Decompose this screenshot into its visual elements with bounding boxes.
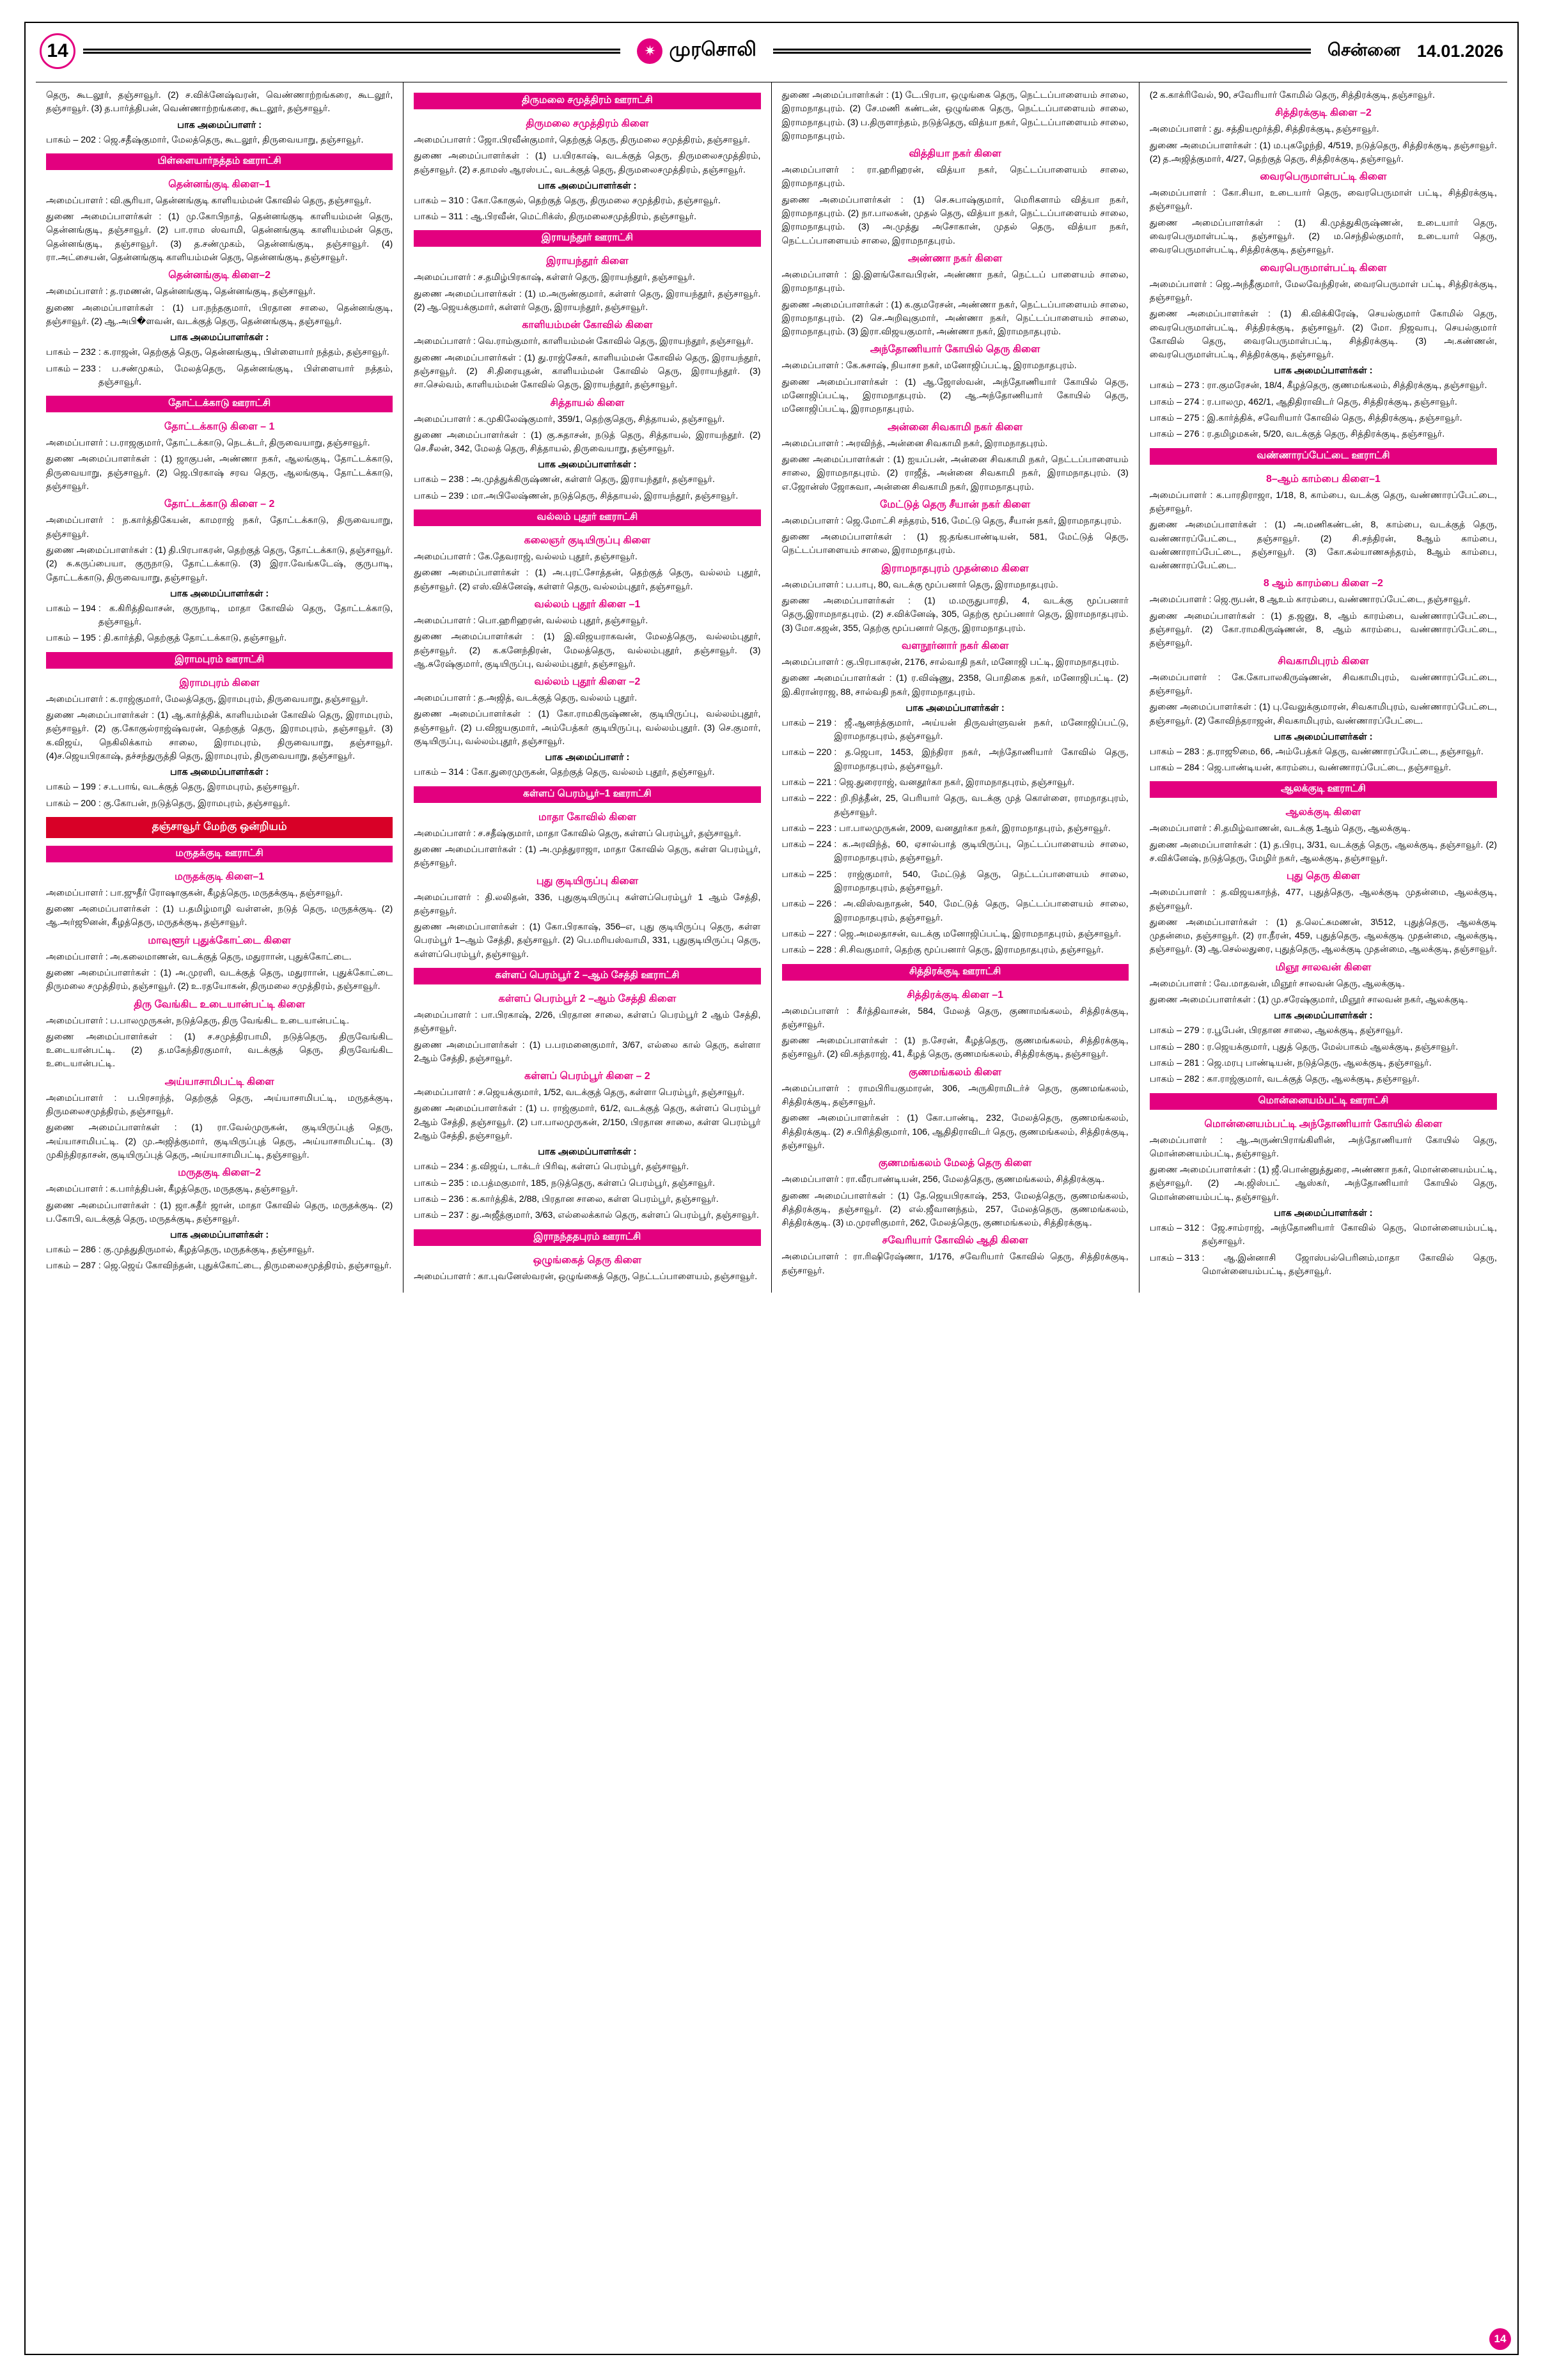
booth-organizer-text: : பா.பாலமுருகன், 2009, வனதூர்கா நகர், இராமநாதபுரம், தஞ்சாவூர்.	[834, 823, 1111, 834]
branch-heading: மொன்னையம்பட்டி அந்தோணியார் கோயில் கிளை	[1204, 1118, 1443, 1130]
booth-organizer-entry	[46, 362, 393, 390]
booth-organizer-entry	[414, 1160, 760, 1174]
panchayat-heading: பிள்ளையார்நத்தம் ஊராட்சி	[46, 153, 393, 170]
star-emblem-icon: ✷	[637, 38, 662, 64]
booth-organizer-text: : க.ராஜன், தெற்குத் தெரு, தென்னங்குடி, பிள்ளையார் நத்தம், தஞ்சாவூர்.	[98, 347, 389, 358]
booth-organizer-entry	[46, 632, 393, 645]
date-label: 14.01.2026	[1416, 41, 1503, 61]
booth-number-label: பாகம் – 274	[1149, 396, 1200, 407]
booth-organizer-entry	[46, 781, 393, 794]
paragraph: துணை அமைப்பாளர்கள் : (1) கி.முத்துகிருஷ்ணன், உடையார் தெரு, வைரபெருமாள்பட்டி, தஞ்சாவூர். (2) ம.செந்தில்குமார், உடையார் தெரு, வைரபெருமாள்பட்டி, சித்திரக்குடி, தஞ்சாவூர்.	[1149, 217, 1497, 256]
panchayat-heading: கள்ளப் பெரம்பூர்–1 ஊராட்சி	[414, 786, 760, 803]
booth-number-label: பாகம் – 287	[46, 1261, 96, 1272]
booth-number-label: பாகம் – 220	[781, 747, 832, 758]
branch-heading: மிஞூ சாலவன் கிளை	[1275, 961, 1372, 973]
footer-page-number: 14	[1489, 2328, 1511, 2350]
booth-organizer-text: : கு.முத்துதிருமால், கீழத்தெரு, மருதக்குடி, தஞ்சாவூர்.	[98, 1245, 315, 1256]
booth-organizer-text: : றி.நித்தீன், 25, பெரியார் தெரு, வடக்கு முத் கொள்ளை, ராமநாதபுரம், தஞ்சாவூர்.	[834, 793, 1129, 818]
paragraph: துணை அமைப்பாளர்கள் : (1) கோ.பாண்டி, 232, மேலத்தெரு, குணமங்கலம், சித்திரக்குடி. (2) ச.பிரித்திகுமார், 106, ஆதிதிராவிடர் தெரு, குணமங்கலம், சித்திரக்குடி, தஞ்சாவூர்.	[781, 1113, 1129, 1151]
booth-organizer-text: : ஜெ.மரபு பாண்டியன், நடுத்தெரு, ஆலக்குடி, தஞ்சாவூர்.	[1202, 1057, 1432, 1068]
paragraph: துணை அமைப்பாளர்கள் : (1) ஜ.தங்கபாண்டியன், 581, மேட்டுத் தெரு, நெட்டப்பாளையம் சாலை, இராமநாதபுரம்.	[781, 532, 1129, 556]
paragraph: அமைப்பாளர் : தி.லலிதன், 336, புதுகுடியிருப்பு கள்ளப்பெரம்பூர் 1 ஆம் சேத்தி, தஞ்சாவூர்.	[414, 892, 761, 916]
branch-heading: மாவுளூர் புதுக்கோட்டை கிளை	[148, 935, 291, 946]
booth-organizer-entry	[1150, 761, 1497, 775]
paragraph: அமைப்பாளர் : சி.தமிழ்வாணன், வடக்கு 1ஆம் தெரு, ஆலக்குடி.	[1149, 823, 1411, 834]
booth-number-label: பாகம் – 281	[1149, 1057, 1200, 1068]
branch-heading: அண்ணா நகர் கிளை	[907, 253, 1003, 264]
branch-heading: 8–ஆம் காம்பை கிளை–1	[1265, 473, 1381, 485]
paragraph: துணை அமைப்பாளர்கள் : (1) மு.கோபிநாத், தென்னங்குடி காளியம்மன் தெரு, தென்னங்குடி, தஞ்சாவூர். (2) பா.ராம ஸ்வாமி, தென்னங்குடி காளியம்மன் தெரு, தென்னங்குடி, தஞ்சாவூர். (3) த.சண்முகம், தென்னங்குடி, தஞ்சாவூர். (4) ரா.அட்சையன், தென்னங்குடி காளியம்மன் தெரு, தென்னங்குடி, தஞ்சாவூர்.	[46, 212, 393, 263]
booth-organizer-entry	[782, 822, 1129, 836]
booth-number-label: பாகம் – 312	[1149, 1223, 1200, 1234]
booth-organizer-entry	[414, 210, 760, 224]
booth-organizers-heading: பாக அமைப்பாளர்கள் :	[170, 588, 269, 599]
booth-organizers-heading: பாக அமைப்பாளர்கள் :	[1274, 1208, 1373, 1219]
masthead-edition-date	[1319, 40, 1503, 63]
paragraph: அமைப்பாளர் : வெ.ராம்குமார், காளியம்மன் கோவில் தெரு, இராயந்தூர், தஞ்சாவூர்.	[414, 336, 754, 347]
paragraph: துணை அமைப்பாளர்கள் : (1) தி.பிரபாகரன், தெற்குத் தெரு, தோட்டக்காடு, தஞ்சாவூர். (2) சு.கருப்பையா, குருநாடு, தோட்டக்காடு. (3) இரா.வேங்கடேஷ், குருபாடி, தோட்டக்காடு, திருவையாறு, தஞ்சாவூர்.	[46, 545, 393, 583]
booth-organizer-entry	[1150, 1041, 1497, 1054]
booth-organizer-entry	[414, 473, 760, 486]
booth-organizer-entry	[1150, 1024, 1497, 1038]
booth-organizer-entry	[782, 717, 1129, 744]
article-columns	[36, 82, 1507, 1293]
branch-heading: குணமங்கலம் கிளை	[909, 1066, 1002, 1078]
branch-heading: வல்லம் புதூர் கிளை –1	[534, 598, 641, 610]
branch-heading: தென்னங்குடி கிளை–1	[168, 178, 270, 190]
booth-organizer-entry	[1150, 1057, 1497, 1070]
booth-number-label: பாகம் – 225	[781, 869, 832, 880]
booth-organizer-text: : த.விஜய், டாக்டர் பிரிவு, கள்ளப் பெரம்பூர், தஞ்சாவூர்.	[466, 1162, 689, 1172]
paragraph: அமைப்பாளர் : ப.பாபு, 80, வடக்கு மூப்பனார் தெரு, இராமநாதபுரம்.	[781, 579, 1058, 590]
panchayat-heading: வண்ணாரப்பேட்டை ஊராட்சி	[1150, 448, 1497, 465]
branch-heading: அன்னை சிவகாமி நகர் கிளை	[888, 421, 1023, 433]
booth-number-label: பாகம் – 234	[414, 1162, 464, 1172]
booth-organizer-text: : க.கிரித்திவாசன், குருநாடி, மாதா கோவில் தெரு, தோட்டக்காடு, தஞ்சாவூர்.	[98, 603, 393, 628]
panchayat-heading: இராமபுரம் ஊராட்சி	[46, 652, 393, 669]
paragraph: துணை அமைப்பாளர்கள் : (1) ர.விஷ்ணு, 2358, பொதிகை நகர், மனோஜிபட்டி. (2) இ.கிரான்ராஜ, 88, சால்வதி நகர், இராமநாதபுரம்.	[781, 673, 1129, 697]
booth-organizers-heading: பாக அமைப்பாளர்கள் :	[1274, 366, 1373, 377]
booth-organizer-text: : ஜெ.அமலதாசன், வடக்கு மனோஜிப்பட்டி, இராமநாதபுரம், தஞ்சாவூர்.	[834, 928, 1122, 939]
paragraph: துணை அமைப்பாளர்கள் : (1) ப.யிரகாஷ், வடக்குத் தெரு, திருமலைசமுத்திரம், தஞ்சாவூர். (2) ச.தாமஸ் ஆரஸ்பட், வடக்குத் தெரு, திருமலைசமுத்திரம், தஞ்சாவூர்.	[414, 151, 761, 175]
booth-organizer-entry	[782, 868, 1129, 896]
paragraph: அமைப்பாளர் : அரவிந்த், அன்னை சிவகாமி நகர், இராமநாதபுரம்.	[781, 438, 1048, 449]
panchayat-heading: கள்ளப் பெரம்பூர் 2 –ஆம் சேத்தி ஊராட்சி	[414, 968, 760, 984]
paragraph: அமைப்பாளர் : ச.தமிழ்பிரகாஷ், கள்ளர் தெரு, இராயந்தூர், தஞ்சாவூர்.	[414, 272, 695, 283]
booth-organizer-text: : ப.சண்முகம், மேலத்தெரு, தென்னங்குடி, பிள்ளையார் நத்தம், தஞ்சாவூர்.	[98, 363, 393, 387]
booth-number-label: பாகம் – 224	[781, 839, 832, 850]
branch-heading: மருதகுடி கிளை–2	[178, 1167, 262, 1179]
booth-organizers-heading: பாக அமைப்பாளர்கள் :	[1274, 1011, 1373, 1022]
page-frame	[24, 22, 1519, 2355]
masthead-title	[628, 38, 765, 64]
paragraph: அமைப்பாளர் : அ.கலைமாணன், வடக்குத் தெரு, மதுராான், புதுக்கோட்டை.	[46, 951, 352, 962]
branch-heading: வைரபெருமாள்பட்டி கிளை	[1260, 262, 1387, 274]
paragraph: துணை அமைப்பாளர்கள் : (1) ச.சமுத்திரபாமி, நடுத்தெரு, திருவேங்கிட உடையான்பட்டி. (2) த.மகேந்திரகுமார், வடக்குத் தெரு, திருவேங்கிட உடையான்பட்டி.	[46, 1031, 393, 1069]
booth-organizers-heading: பாக அமைப்பாளர்கள் :	[1274, 731, 1373, 742]
paragraph: துணை அமைப்பாளர்கள் : (1) த.பிரபு, 3/31, வடக்குத் தெரு, ஆலக்குடி, தஞ்சாவூர். (2) ச.விக்னேஷ், நடுத்தெரு, மேழிர் நகர், ஆலக்குடி, தஞ்சாவூர்.	[1149, 839, 1497, 864]
booth-organizer-entry	[414, 1193, 760, 1206]
paragraph: தெரு, கூடலூர், தஞ்சாவூர். (2) ச.விக்னேஷ்வரன், வெண்ணாற்றங்கரை, கூடலூர், தஞ்சாவூர். (3) த.பார்த்திபன், வெண்ணாற்றங்கரை, கூடலூர், தஞ்சாவூர்.	[46, 90, 393, 114]
paragraph: அமைப்பாளர் : து. சத்தியமூர்த்தி, சித்திரக்குடி, தஞ்சாவூர்.	[1149, 124, 1379, 135]
branch-heading: குணமங்கலம் மேலத் தெரு கிளை	[878, 1158, 1032, 1169]
booth-number-label: பாகம் – 199	[46, 782, 96, 793]
booth-organizer-entry	[1150, 379, 1497, 393]
booth-organizers-heading: பாக அமைப்பாளர்கள் :	[538, 1147, 637, 1158]
panchayat-heading: இராயந்தூர் ஊராட்சி	[414, 230, 760, 247]
booth-number-label: பாகம் – 280	[1149, 1041, 1200, 1052]
branch-heading: கலைஞர் குடியிருப்பு கிளை	[524, 535, 651, 547]
booth-organizer-text: : அ.முத்துக்கிருஷ்ணன், கள்ளர் தெரு, இராயந்தூர், தஞ்சாவூர்.	[466, 474, 715, 485]
branch-heading: இராமநாதபுரம் முதன்மை கிளை	[881, 563, 1029, 574]
paragraph: துணை அமைப்பாளர்கள் : (1) பு.வேலுக்குமாரன், சிவகாமிபுரம், வண்ணாரப்பேட்டை, தஞ்சாவூர். (2) கோவிந்தராஜன், சிவகாமிபுரம், வண்ணாரப்பேட்டை.	[1149, 702, 1497, 726]
booth-organizer-entry	[1150, 1222, 1497, 1249]
booth-number-label: பாகம் – 238	[414, 474, 464, 485]
paragraph: அமைப்பாளர் : வி.சூரியா, தென்னங்குடி காளியம்மன் கோவில் தெரு, தஞ்சாவூர்.	[46, 195, 372, 206]
branch-heading: சிவகாமிபுரம் கிளை	[1278, 655, 1369, 667]
paragraph: அமைப்பாளர் : கே.கோபாலகிருஷ்ணன், சிவகாமிபுரம், வண்ணாரப்பேட்டை, தஞ்சாவூர்.	[1149, 672, 1497, 696]
booth-organizers-heading: பாக அமைப்பாளர் :	[545, 752, 630, 763]
paragraph: அமைப்பாளர் : பா.ஜுதீர் ரோஷாகுகன், கீழத்தெரு, மருதக்குடி, தஞ்சாவூர்.	[46, 887, 343, 898]
branch-heading: சவேரியார் கோவில் ஆதி கிளை	[882, 1235, 1028, 1247]
paragraph: அமைப்பாளர் : க.பாரதிராஜா, 1/18, 8, காம்பை, வடக்கு தெரு, வண்ணாரப்பேட்டை, தஞ்சாவூர்.	[1149, 490, 1497, 514]
paragraph: அமைப்பாளர் : கா.புவனேஸ்வரன், ஒழுங்கைத் தெரு, நெட்டப்பாளையம், தஞ்சாவூர்.	[414, 1271, 758, 1282]
paragraph: துணை அமைப்பாளர்கள் : (1) அ.புரட்சோத்தன், தெற்குத் தெரு, வல்லம் புதூர், தஞ்சாவூர். (2) எஸ்.விக்னேஷ், கள்ளர் தெரு, வல்லம்புதூர், தஞ்சாவூர்.	[414, 568, 761, 592]
booth-organizer-entry	[782, 944, 1129, 957]
booth-organizer-text: : ரா.குமரேசன், 18/4, கீழத்தெரு, குணமங்கலம், சித்திரக்குடி, தஞ்சாவூர்.	[1202, 380, 1487, 391]
booth-organizer-entry	[782, 776, 1129, 789]
paragraph: துணை அமைப்பாளர்கள் : (1) ம.புகழேந்தி, 4/519, நடுத்தெரு, சித்திரக்குடி, தஞ்சாவூர். (2) த.அஜித்குமார், 4/27, தெற்குத் தெரு, சித்திரக்குடி, தஞ்சாவூர்.	[1149, 140, 1497, 164]
branch-heading: கள்ளப் பெரம்பூர் 2 –ஆம் சேத்தி கிளை	[498, 993, 677, 1004]
branch-heading: தோட்டக்காடு கிளை – 2	[164, 499, 275, 510]
booth-organizer-entry	[414, 194, 760, 208]
booth-organizer-entry	[414, 1177, 760, 1190]
paragraph: அமைப்பாளர் : ப.பிரசாந்த், தெற்குத் தெரு, அய்யாசாமிபட்டி, மருதக்குடி, திருமலைசமுத்திரம், தஞ்சாவூர்.	[46, 1093, 393, 1117]
branch-heading: அய்யாசாமிபட்டி கிளை	[164, 1076, 274, 1087]
booth-number-label: பாகம் – 282	[1149, 1074, 1200, 1085]
booth-organizer-text: : ஆ.பிரவீன், மெட்ரிக்ஸ், திருமலைசமுத்திரம், தஞ்சாவூர்.	[466, 212, 697, 222]
booth-organizer-entry	[1150, 1252, 1497, 1279]
paragraph: துணை அமைப்பாளர்கள் : (1) மு.சரேஷ்குமார், மிஞூர் சாலவன் நகர், ஆலக்குடி.	[1149, 995, 1468, 1006]
booth-number-label: பாகம் – 283	[1149, 746, 1200, 757]
booth-number-label: பாகம் – 273	[1149, 380, 1200, 391]
paragraph: அமைப்பாளர் : த.ரமணன், தென்னங்குடி, தென்னங்குடி, தஞ்சாவூர்.	[46, 286, 316, 297]
booth-number-label: பாகம் – 237	[414, 1210, 464, 1221]
paragraph: துணை அமைப்பாளர்கள் : (1) கோ.ராமகிருஷ்ணன், குடியிருப்பு, வல்லம்புதூர், தஞ்சாவூர். (2) ப.விஜயகுமார், அம்பேத்கர் குடியிருப்பு, வல்லம்புதூர். (3) செ.குமார், குடியிருப்பு, வல்லம்புதூர், தஞ்சாவூர்.	[414, 709, 761, 747]
paragraph: அமைப்பாளர் : கே.சுசாஷ், நியாசா நகர், மனோஜிப்பட்டி, இராமநாதபுரம்.	[781, 361, 1077, 371]
booth-number-label: பாகம் – 200	[46, 798, 96, 809]
booth-organizers-heading: பாக அமைப்பாளர்கள் :	[170, 767, 269, 778]
booth-organizer-text: : ஜே.சாம்ராஜ், அந்தோணியார் கோவில் தெரு, மொன்னையம்பட்டி, தஞ்சாவூர்.	[1202, 1223, 1497, 1247]
paragraph: துணை அமைப்பாளர்கள் : (1) ஜாகுபன், அண்ணா நகர், ஆலங்குடி, தோட்டக்காடு, திருவையாறு, தஞ்சாவூர். (2) ஜெ.பிரகாஷ் சரவ தெரு, ஆலங்குடி, தோட்டக்காடு, தஞ்சாவூர்.	[46, 454, 393, 492]
paragraph: துணை அமைப்பாளர்கள் : (1) கோ.பிரகாஷ், 356–எ, புது குடியிருப்பு தெரு, கள்ள பெரம்பூர் 1–ஆம் சேத்தி, தஞ்சாவூர். (2) பெ.மரியஸ்வாமி, 331, புதுகுடியிருப்பு தெரு, கள்ளப்பெரம்பூர், தஞ்சாவூர்.	[414, 922, 761, 960]
booth-organizer-text: : ஜெ.பாண்டியன், காரம்பை, வண்ணாரப்பேட்டை, தஞ்சாவூர்.	[1202, 763, 1452, 774]
branch-heading: மாதா கோவில் கிளை	[538, 811, 636, 823]
paragraph: துணை அமைப்பாளர்கள் : (1) ம.அருண்குமார், கள்ளர் தெரு, இராயந்தூர், தஞ்சாவூர். (2) ஆ.ஜெயக்குமார், கள்ளர் தெரு, இராயந்தூர், தஞ்சாவூர்.	[414, 288, 761, 313]
booth-organizers-heading: பாக அமைப்பாளர்கள் :	[538, 180, 637, 191]
booth-organizer-entry	[414, 1209, 760, 1222]
branch-heading: மேட்டுத் தெரு சீயான் நகர் கிளை	[880, 499, 1031, 510]
branch-heading: திரு வேங்கிட உடையான்பட்டி கிளை	[134, 999, 306, 1010]
booth-number-label: பாகம் – 219	[781, 717, 832, 728]
branch-heading: இராயந்தூர் கிளை	[546, 256, 629, 267]
text-column	[403, 82, 771, 1293]
panchayat-heading: வல்லம் புதூர் ஊராட்சி	[414, 509, 760, 526]
booth-organizers-heading: பாக அமைப்பாளர்கள் :	[538, 460, 637, 471]
branch-heading: சித்தாயல் கிளை	[550, 397, 625, 408]
booth-organizer-text: : இ.கார்த்திக், சவேரியார் கோவில் தெரு, சித்திரக்குடி, தஞ்சாவூர்.	[1202, 413, 1462, 424]
paragraph: அமைப்பாளர் : க.ராஜ்குமார், மேலத்தெரு, இராமபுரம், திருவையாறு, தஞ்சாவூர்.	[46, 694, 368, 704]
paragraph: அமைப்பாளர் : ச.ஜெயக்குமார், 1/52, வடக்குத் தெரு, கள்ளா பெரம்பூர், தஞ்சாவூர்.	[414, 1087, 745, 1098]
branch-heading: வைரபெருமாள்பட்டி கிளை	[1260, 171, 1387, 183]
paragraph: அமைப்பாளர் : ரா.ரிஷிரேஷ்ணா, 1/176, சவேரியார் கோவில் தெரு, சித்திரக்குடி, தஞ்சாவூர்.	[781, 1252, 1129, 1276]
paragraph: அமைப்பாளர் : ஜெ.ரூபன், 8 ஆஉம் காரம்பை, வண்ணாரப்பேட்டை, தஞ்சாவூர்.	[1149, 595, 1471, 605]
booth-organizer-entry	[46, 1259, 393, 1273]
booth-organizer-entry	[46, 346, 393, 359]
paragraph: துணை அமைப்பாளர்கள் : (1) ஜீ.பொன்னுத்துரை, அண்ணா நகர், மொன்னையம்பட்டி, தஞ்சாவூர். (2) அ.ஜிஸ்பட் ஆஸ்கர், அந்தோணியார் கோயில் தெரு, மொன்னையம்பட்டி, தஞ்சாவூர்.	[1149, 1165, 1497, 1202]
branch-heading: 8 ஆம் காரம்பை கிளை –2	[1263, 578, 1383, 589]
paragraph: துணை அமைப்பாளர்கள் : (1) த.லெட்சுமணன், 3\512, புதுத்தெரு, ஆலக்குடி முதன்மை, தஞ்சாவூர். (2) ரா.நீரன், 459, புதுத்தெரு, ஆலக்குடி முதன்மை, ஆலக்குடி, தஞ்சாவூர். (3) ஆ.செல்லதுரை, புதுத்தெரு, ஆலக்குடி முதன்மை, ஆலக்குடி, தஞ்சாவூர்.	[1149, 917, 1497, 955]
masthead-rule-right	[773, 49, 1310, 54]
booth-organizer-entry	[1150, 428, 1497, 441]
panchayat-heading: மருதக்குடி ஊராட்சி	[46, 846, 393, 862]
paragraph: துணை அமைப்பாளர்கள் : (1) இ.விஜயராகவன், மேலத்தெரு, வல்லம்புதூர், தஞ்சாவூர். (2) க.கனேந்திரன், மேலத்தெரு, வல்லம்புதூர், தஞ்சாவூர். (3) ஆ.சுரேஷ்குமார், குடியிருப்பு, வல்லம்புதூர், தஞ்சாவூர்.	[414, 632, 761, 669]
booth-number-label: பாகம் – 221	[781, 777, 832, 788]
booth-organizer-text: : மா.அபிலேஷ்ணன், நடுத்தெரு, சித்தாயல், இராயந்தூர், தஞ்சாவூர்.	[466, 490, 739, 501]
paragraph: அமைப்பாளர் : ஜோ.பிரவீன்குமார், தெற்குத் தெரு, திருமலை சமுத்திரம், தஞ்சாவூர்.	[414, 135, 750, 145]
booth-organizer-text: : ச.டபாங், வடக்குத் தெரு, இராமபுரம், தஞ்சாவூர்.	[98, 782, 300, 793]
booth-organizer-text: : ஜெ.சதீஷ்குமார், மேலத்தெரு, கூடலூர், திருவையாறு, தஞ்சாவூர்.	[98, 134, 364, 145]
booth-organizers-heading: பாக அமைப்பாளர்கள் :	[170, 1230, 269, 1241]
booth-organizers-heading: பாக அமைப்பாளர் :	[177, 120, 262, 130]
booth-organizer-text: : கோ.துரைமுருகன், தெற்குத் தெரு, வல்லம் புதூர், தஞ்சாவூர்.	[466, 767, 715, 778]
paragraph: துணை அமைப்பாளர்கள் : (1) டே.பிரபா, ஒழுங்கை தெரு, நெட்டப்பாளையம் சாலை, இராமநாதபுரம். (2) சே.மணி கண்டன், ஒழுங்கை தெரு, நெட்டப்பாளையம் சாலை, இராமநாதபுரம். (3) ப.திருளாந்தம், நடுத்தெரு, வித்யா நகர், நெட்டப்பாளையம் சாலை, இராமநாதபுரம்.	[781, 90, 1129, 141]
page-number-badge: 14	[40, 33, 75, 69]
panchayat-heading: ஆலக்குடி ஊராட்சி	[1150, 781, 1497, 798]
paragraph: அமைப்பாளர் : ந.கார்த்திகேயன், காமராஜ் நகர், தோட்டக்காடு, திருவையாறு, தஞ்சாவூர்.	[46, 515, 393, 540]
booth-organizer-entry	[46, 1243, 393, 1257]
paragraph: அமைப்பாளர் : ஜெ.மோட்சி சந்தரம், 516, மேட்டு தெரு, சீயான் நகர், இராமநாதபுரம்.	[781, 515, 1122, 526]
text-column	[36, 82, 403, 1293]
paragraph: துணை அமைப்பாளர்கள் : (1) செ.சுபாஷ்குமார், மெரிகளாம் வித்யா நகர், இராமநாதபுரம். (2) நா.பாலகன், முதல் தெரு, வித்யா நகர், நெட்டப்பாளையம் சாலை, இராமநாதபுரம். (3) அ.முத்து அசோகான், முதல் தெரு, வித்யா நகர், நெட்டப்பாளையம் சாலை, இராமநாதபுரம்.	[781, 194, 1129, 246]
booth-organizer-text: : ர.பாலமு, 462/1, ஆதிதிராவிடர் தெரு, சித்திரக்குடி, தஞ்சாவூர்.	[1202, 396, 1457, 407]
booth-organizers-heading: பாக அமைப்பாளர்கள் :	[170, 332, 269, 343]
paragraph: துணை அமைப்பாளர்கள் : (1) அ.மணிகண்டன், 8, காம்பை, வடக்குத் தெரு, வண்ணாரப்பேட்டை, தஞ்சாவூர். (2) சி.சந்திரன், 8ஆம் காம்பை, வண்ணாராப்பேட்டை, தஞ்சாவூர். (3) கோ.கல்யாணசுந்தரம், 8ஆம் காம்பை, வண்ணாரப்பேட்டை.	[1149, 520, 1497, 572]
branch-heading: சித்திரக்குடி கிளை –1	[907, 989, 1004, 1000]
paragraph: துணை அமைப்பாளர்கள் : (1) ம.மருதுபாரதி, 4, வடக்கு மூப்பனார் தெரு,இராமநாதபுரம். (2) ச.விக்னேஷ், 305, தெற்கு மூப்பனார் தெரு, இராமநாதபுரம். (3) மோ.கஜன், 355, தெற்கு மூப்பனார் தெரு, இராமநாதபுரம்.	[781, 596, 1129, 634]
branch-heading: ஒழுங்கைத் தெரு கிளை	[533, 1254, 642, 1266]
branch-heading: அந்தோணியார் கோயில் தெரு கிளை	[870, 344, 1040, 355]
booth-organizer-text: : கு.கோபன், நடுத்தெரு, இராமபுரம், தஞ்சாவூர்.	[98, 798, 290, 809]
panchayat-heading: தோட்டக்காடு ஊராட்சி	[46, 396, 393, 412]
text-column	[772, 82, 1140, 1293]
paragraph: அமைப்பாளர் : க.முகிலேஷ்குமார், 359/1, தெற்குதெரு, சித்தாயல், தஞ்சாவூர்.	[414, 414, 725, 424]
booth-number-label: பாகம் – 275	[1149, 413, 1200, 424]
paragraph: துணை அமைப்பாளர்கள் : (1) பா.நந்தகுமார், பிரதான சாலை, தென்னங்குடி, தஞ்சாவூர். (2) ஆ.அபி�ளவன், வடக்குத் தெரு, தென்னங்குடி, தஞ்சாவூர்.	[46, 302, 393, 327]
booth-number-label: பாகம் – 195	[46, 633, 96, 644]
union-heading: தஞ்சாவூர் மேற்கு ஒன்றியம்	[46, 817, 393, 838]
paragraph: துணை அமைப்பாளர்கள் : (1) ஜா.சுதீர் ஜான், மாதா கோவில் தெரு, மருதக்குடி. (2) ப.கோபி, வடக்குத் தெரு, மருதக்குடி, தஞ்சாவூர்.	[46, 1200, 393, 1224]
booth-organizer-text: : த.ராஜூமை, 66, அம்பேத்கர் தெரு, வண்ணாரப்பேட்டை, தஞ்சாவூர்.	[1202, 746, 1484, 757]
paragraph: அமைப்பாளர் : கீர்த்திவாசன், 584, மேலத் தெரு, குணாமங்கலம், சித்திரக்குடி, தஞ்சாவூர்.	[781, 1006, 1129, 1030]
branch-heading: கள்ளப் பெரம்பூர் கிளை – 2	[524, 1071, 650, 1082]
branch-heading: காளியம்மன் கோவில் கிளை	[522, 320, 653, 331]
booth-organizer-text: : த.ஜெபா, 1453, இந்திரா நகர், அந்தோணியார் கோவில் தெரு, இராமநாதபுரம், தஞ்சாவூர்.	[834, 747, 1129, 772]
paragraph: துணை அமைப்பாளர்கள் : (1) தே.ஜெயபிரகாஷ், 253, மேலத்தெரு, குணமங்கலம், சித்திரக்குடி, தஞ்சாவூர். (2) எல்.ஜீவானந்தம், 257, மேலத்தெரு, குணமங்கலம், சித்திரக்குடி. (3) ம.முரளிகுமார், 262, மேலத்தெரு, குணமங்கலம், சித்திரக்குடி.	[781, 1190, 1129, 1229]
booth-organizer-entry	[1150, 412, 1497, 425]
branch-heading: ஆலக்குடி கிளை	[1285, 807, 1361, 818]
booth-organizer-text: : ஜெ.துரைராஜ், வனதூர்கா நகர், இராமநாதபுரம், தஞ்சாவூர்.	[834, 777, 1075, 788]
paragraph: அமைப்பாளர் : ப.ராஜகுமார், தோட்டக்காடு, நெடக்டர், திருவையாறு, தஞ்சாவூர்.	[46, 438, 370, 449]
paragraph: துணை அமைப்பாளர்கள் : (1) அ.முத்துராஜா, மாதா கோவில் தெரு, கள்ள பெரம்பூர், தஞ்சாவூர்.	[414, 844, 761, 869]
branch-heading: சித்திரக்குடி கிளை –2	[1274, 107, 1372, 119]
booth-organizer-text: : சி.சிவகுமார், தெற்கு மூப்பனார் தெரு, இராமநாதபுரம், தஞ்சாவூர்.	[834, 945, 1104, 956]
booth-number-label: பாகம் – 311	[414, 212, 464, 222]
booth-organizers-heading: பாக அமைப்பாளர்கள் :	[905, 703, 1005, 713]
booth-organizer-text: : ம.பத்மகுமார், 185, நடுத்தெரு, கள்ளப் பெரம்பூர், தஞ்சாவூர்.	[466, 1178, 716, 1188]
masthead-rule-left	[83, 49, 620, 54]
paragraph: துணை அமைப்பாளர்கள் : (1) த.ஜனு, 8, ஆம் காரம்பை, வண்ணாரப்பேட்டை, தஞ்சாவூர். (2) கோ.ராமகிருஷ்ணன், 8, ஆம் காரம்பை, வண்ணாரப்பேட்டை, தஞ்சாவூர்.	[1149, 611, 1497, 649]
booth-number-label: பாகம் – 202	[46, 134, 96, 145]
booth-organizer-entry	[782, 838, 1129, 866]
paragraph: அமைப்பாளர் : பா.பிரகாஷ், 2/26, பிரதான சாலை, கள்ளப் பெரம்பூர் 2 ஆம் சேத்தி, தஞ்சாவூர்.	[414, 1009, 761, 1034]
paragraph: அமைப்பாளர் : ரா.ஹரிஹரன், வித்யா நகர், நெட்டப்பாளையம் சாலை, இராமநாதபுரம்.	[781, 165, 1129, 189]
booth-organizer-entry	[46, 602, 393, 630]
paragraph: துணை அமைப்பாளர்கள் : (1) க.குமரேசன், அண்ணா நகர், நெட்டப்பாளையம் சாலை, இராமநாதபுரம். (2) செ.அறிவுகுமார், அண்ணா நகர், நெட்டப்பாளையம் சாலை, இராமநாதபுரம். (3) இரா.விஜயகுமார், அண்ணா நகர், இராமநாதபுரம்.	[781, 299, 1129, 338]
booth-number-label: பாகம் – 194	[46, 603, 96, 614]
paper-name: முரசொலி	[669, 39, 757, 60]
booth-organizer-text: : ஆ.இன்னாசி ஜோஸ்பல்பெரினம்,மாதா கோவில் தெரு, மொன்னையம்பட்டி, தஞ்சாவூர்.	[1202, 1252, 1497, 1277]
booth-number-label: பாகம் – 276	[1149, 429, 1200, 440]
branch-heading: புது குடியிருப்பு கிளை	[536, 875, 639, 887]
booth-number-label: பாகம் – 314	[414, 767, 464, 778]
booth-organizer-entry	[414, 490, 760, 503]
paragraph: துணை அமைப்பாளர்கள் : (1) ந.சேரன், கீழத்தெரு, குணமங்கலம், சித்திரக்குடி, தஞ்சாவூர். (2) வி.கந்தராஜ், 41, கீழத் தெரு, குணமங்கலம், சித்திரக்குடி, தஞ்சாவூர்.	[781, 1036, 1129, 1060]
paragraph: அமைப்பாளர் : ஜெ.அந்தீகுமார், மேலவேந்திரன், வைரபெருமாள் பட்டி, சித்திரக்குடி, தஞ்சாவூர்.	[1149, 279, 1497, 303]
paragraph: துணை அமைப்பாளர்கள் : (1) கி.விக்கிரேஷ், செயல்குமார் கோமில் தெரு, வைரபெருமாள்பட்டி, சித்திரக்குடி, தஞ்சாவூர். (2) மோ. நிஜவாபு, செயல்குமார் கோவில் தெரு, வைரபெருமாள்பட்டி, சித்திரக்குடி. (3) அ.கண்ணன், வைரபெருமாள்பட்டி, சித்திரக்குடி, தஞ்சாவூர்.	[1149, 309, 1497, 361]
paragraph: அமைப்பாளர் : கு.பிரபாகரன், 2176, சால்வாதி நகர், மனோஜி பட்டி, இராமநாதபுரம்.	[781, 657, 1119, 667]
booth-organizer-entry	[782, 928, 1129, 941]
paragraph: துணை அமைப்பாளர்கள் : (1) ப.பரமனைகுமார், 3/67, எல்லை கால் தெரு, கள்ளா 2ஆம் சேத்தி, தஞ்சாவூர்.	[414, 1039, 761, 1064]
booth-organizer-entry	[782, 792, 1129, 820]
booth-number-label: பாகம் – 284	[1149, 763, 1200, 774]
booth-organizer-text: : ஜீ.ஆனந்த்குமார், அய்யன் திருவள்ளுவன் நகர், மனோஜிப்பட்டு, இராமநாதபுரம், தஞ்சாவூர்.	[834, 717, 1129, 742]
paragraph: (2 க.காக்ரிவேல், 90, சவேரியார் கோமில் தெரு, சித்திரக்குடி, தஞ்சாவூர்.	[1149, 90, 1435, 100]
paragraph: துணை அமைப்பாளர்கள் : (1) ஆ.கார்த்திக், காளியம்மன் கோவில் தெரு, இராமபுரம், தஞ்சாவூர். (2) கு.கோகுல்ராஜ்ஷ்வரன், தெற்குத் தெரு, இராமபுரம், தஞ்சாவூர். (3) க.விஜய், நெகிலிக்காம் சாலை, இராமபுரம், திருவையாறு, தஞ்சாவூர். (4)ச.ஜெயபிரகாஷ், தச்சந்துருத்தி தெரு, இராமபுரம், திருவையாறு, தஞ்சாவூர்.	[46, 710, 393, 761]
booth-number-label: பாகம் – 227	[781, 928, 832, 939]
booth-number-label: பாகம் – 228	[781, 945, 832, 956]
paragraph: அமைப்பாளர் : ச.சதீஷ்குமார், மாதா கோவில் தெரு, கள்ளப் பெரம்பூர், தஞ்சாவூர்.	[414, 828, 741, 839]
booth-organizer-entry	[46, 134, 393, 147]
booth-number-label: பாகம் – 222	[781, 793, 832, 804]
branch-heading: வல்லம் புதூர் கிளை –2	[534, 676, 641, 688]
booth-number-label: பாகம் – 223	[781, 823, 832, 834]
branch-heading: புது தெரு கிளை	[1286, 871, 1360, 882]
booth-number-label: பாகம் – 233	[46, 363, 96, 374]
booth-organizer-text: : கா.ராஜ்குமார், வடக்குத் தெரு, ஆலக்குடி, தஞ்சாவூர்.	[1202, 1074, 1420, 1085]
paragraph: அமைப்பாளர் : வே.மாதவன், மிஞூர் சாலவன் தெரு, ஆலக்குடி.	[1149, 978, 1406, 989]
booth-organizer-entry	[782, 898, 1129, 925]
booth-number-label: பாகம் – 239	[414, 490, 464, 501]
booth-number-label: பாகம் – 235	[414, 1178, 464, 1188]
paragraph: அமைப்பாளர் : க.பார்த்திபன், கீழத்தெரு, மருதகுடி, தஞ்சாவூர்.	[46, 1184, 298, 1195]
branch-heading: மருதக்குடி கிளை–1	[175, 871, 265, 882]
booth-organizer-text: : ர.பூபேன், பிரதான சாலை, ஆலக்குடி, தஞ்சாவூர்.	[1202, 1025, 1403, 1036]
booth-number-label: பாகம் – 286	[46, 1245, 96, 1256]
booth-organizer-entry	[414, 766, 760, 779]
booth-organizer-text: : ஜெ.ஜெய் கோவிந்தன், புதுக்கோட்டை, திருமலைசமுத்திரம், தஞ்சாவூர்.	[98, 1261, 392, 1272]
booth-organizer-text: : ர.ஜெயக்குமார், புதுத் தெரு, மேல்பாகம் ஆலக்குடி, தஞ்சாவூர்.	[1202, 1041, 1459, 1052]
branch-heading: வளநூர்னார் நகர் கிளை	[901, 640, 1009, 651]
paragraph: துணை அமைப்பாளர்கள் : (1) ஐயப்பன், அன்னை சிவகாமி நகர், நெட்டப்பாளையம் சாலை, இராமநாதபுரம். (2) ராஜீத், அன்னை சிவகாமி நகர், இராமநாதபுரம். (3) எ.ஜோன்ஸ் ஜோசுவா, அன்னை சிவகாமி நகர், இராமநாதபுரம்.	[781, 454, 1129, 492]
booth-organizer-text: : க.கார்த்திக், 2/88, பிரதான சாலை, கள்ள பெரம்பூர், தஞ்சாவூர்.	[466, 1194, 719, 1204]
paragraph: அமைப்பாளர் : ப.பாலமுருகன், நடுத்தெரு, திரு வேங்கிட உடையான்பட்டி.	[46, 1015, 350, 1026]
branch-heading: தென்னங்குடி கிளை–2	[168, 270, 270, 281]
booth-organizer-entry	[1150, 1073, 1497, 1086]
booth-number-label: பாகம் – 236	[414, 1194, 464, 1204]
panchayat-heading: சித்திரக்குடி ஊராட்சி	[782, 964, 1129, 981]
booth-number-label: பாகம் – 279	[1149, 1025, 1200, 1036]
branch-heading: திருமலை சமுத்திரம் கிளை	[526, 118, 649, 129]
branch-heading: இராமபுரம் கிளை	[179, 677, 260, 688]
paragraph: துணை அமைப்பாளர்கள் : (1) ப.தமிழ்மாழி வள்ளன், நடுத் தெரு, மருதக்குடி. (2) ஆ.அர்ஜூனன், கீழத்தெரு, மருதக்குடி, தஞ்சாவூர்.	[46, 904, 393, 928]
paragraph: அமைப்பாளர் : ராமபிரியகுமாரன், 306, அருகிராமிடர்ச் தெரு, குணமங்கலம், சித்திரக்குடி, தஞ்சாவூர்.	[781, 1083, 1129, 1108]
booth-organizer-text: : தி.கார்த்தி, தெற்குத் தோட்டக்காடு, தஞ்சாவூர்.	[98, 633, 287, 644]
panchayat-heading: மொன்னையம்பட்டி ஊராட்சி	[1150, 1093, 1497, 1110]
booth-number-label: பாகம் – 232	[46, 347, 96, 358]
text-column	[1140, 82, 1507, 1293]
branch-heading: தோட்டக்காடு கிளை – 1	[164, 421, 275, 433]
booth-organizer-entry	[1150, 745, 1497, 759]
booth-number-label: பாகம் – 313	[1149, 1252, 1200, 1263]
branch-heading: வித்தியா நகர் கிளை	[909, 148, 1001, 160]
edition-label: சென்னை	[1327, 40, 1400, 59]
booth-organizer-text: : கோ.கோகுல், தெற்குத் தெரு, திருமலை சமுத்திரம், தஞ்சாவூர்.	[466, 195, 721, 206]
booth-organizer-entry	[46, 797, 393, 811]
paragraph: அமைப்பாளர் : ரா.வீரபாண்டியன், 256, மேலத்தெரு, குணமங்கலம், சித்திரக்குடி.	[781, 1174, 1105, 1185]
paragraph: அமைப்பாளர் : கோ.சியா, உடையார் தெரு, வைரபெருமாள் பட்டி, சித்திரக்குடி, தஞ்சாவூர்.	[1149, 188, 1497, 212]
paragraph: அமைப்பாளர் : த.அஜித், வடக்குத் தெரு, வல்லம் புதூர்.	[414, 693, 638, 704]
booth-number-label: பாகம் – 310	[414, 195, 464, 206]
masthead	[36, 32, 1507, 75]
booth-organizer-text: : ர.தமிழமகன், 5/20, வடக்குத் தெரு, சித்திரக்குடி, தஞ்சாவூர்.	[1202, 429, 1445, 440]
panchayat-heading: திருமலை சமுத்திரம் ஊராட்சி	[414, 93, 760, 109]
paragraph: அமைப்பாளர் : த.விஜயகாந்த், 477, புதுத்தெரு, ஆலக்குடி முதன்மை, ஆலக்குடி, தஞ்சாவூர்.	[1149, 887, 1497, 912]
booth-organizer-text: : க.அரவிந்த், 60, ஏசால்பாத் குடியிருப்பு, நெட்டப்பாளையம் சாலை, இராமநாதபுரம், தஞ்சாவூர்.	[834, 839, 1129, 864]
booth-organizer-entry	[1150, 396, 1497, 409]
booth-organizer-entry	[782, 746, 1129, 774]
paragraph: அமைப்பாளர் : இ.இளங்கோவபிரன், அண்ணா நகர், நெட்டப் பாளையம் சாலை, இராமநாதபுரம்.	[781, 269, 1129, 294]
paragraph: துணை அமைப்பாளர்கள் : (1) ப. ராஜ்குமார், 61/2, வடக்குத் தெரு, கள்ளப் பெரம்பூர் 2ஆம் சேத்தி, தஞ்சாவூர். (2) பா.பாலமுருகன், 2/150, பிரதான சாலை, கள்ள பெரம்பூர் 2ஆம் சேத்தி, தஞ்சாவூர்.	[414, 1103, 761, 1142]
booth-organizer-text: : அ.விஸ்வநாதன், 540, மேட்டுத் தெரு, நெட்டப்பாளையம் சாலை, இராமநாதபுரம், தஞ்சாவூர்.	[834, 899, 1129, 923]
paragraph: துணை அமைப்பாளர்கள் : (1) து.ராஜ்சேகர், காளியம்மன் கோவில் தெரு, இராயந்தூர், தஞ்சாவூர். (2) சி.திரையுதன், காளியம்மன் கோவில் தெரு, இராயந்தூர். (3) சா.செல்வம், காளியம்மன் கோவில் தெரு, இராயந்தூர், தஞ்சாவூர்.	[414, 352, 761, 391]
paragraph: துணை அமைப்பாளர்கள் : (1) ரா.வேல்முருகன், குடியிருப்புத் தெரு, அய்யாசாமிபட்டி. (2) மு.அஜித்குமார், குடியிருப்புத் தெரு, அய்யாசாமிபட்டி. (3) முகிந்திரதாசன், குடியிருப்புத் தெரு, அய்யாசாமிபட்டி, தஞ்சாவூர்.	[46, 1123, 393, 1160]
paragraph: துணை அமைப்பாளர்கள் : (1) கு.சுதாசன், நடுத் தெரு, சித்தாயல், இராயந்தூர். (2) செ.சீலன், 342, மேலத் தெரு, சித்தாயல், திருவையாறு, தஞ்சாவூர்.	[414, 430, 761, 455]
paragraph: அமைப்பாளர் : ஆ.அருண்பிராங்கிளின், அந்தோணியார் கோயில் தெரு, மொன்னையம்பட்டி, தஞ்சாவூர்.	[1149, 1135, 1497, 1159]
panchayat-heading: இராநந்ததபுரம் ஊராட்சி	[414, 1229, 760, 1246]
paragraph: துணை அமைப்பாளர்கள் : (1) அ.முரளி, வடக்குத் தெரு, மதுராான், புதுக்கோட்டை திருமலை சமுத்திரம், தஞ்சாவூர். (2) உ.ரதயோகன், திருமலை சமுத்திரம், தஞ்சாவூர்.	[46, 967, 393, 992]
paragraph: அமைப்பாளர் : கே.தேவராஜ், வல்லம் புதூர், தஞ்சாவூர்.	[414, 552, 638, 563]
paragraph: அமைப்பாளர் : பொ.ஹரிஹரன், வல்லம் புதூர், தஞ்சாவூர்.	[414, 615, 648, 626]
booth-organizer-text: : ராஜ்குமார், 540, மேட்டுத் தெரு, நெட்டப்பாளையம் சாலை, இராமநாதபுரம், தஞ்சாவூர்.	[834, 869, 1129, 894]
booth-organizer-text: : து.அஜீத்குமார், 3/63, எல்லைக்கால் தெரு, கள்ளப் பெரம்பூர், தஞ்சாவூர்.	[466, 1210, 759, 1221]
booth-number-label: பாகம் – 226	[781, 899, 832, 910]
paragraph: துணை அமைப்பாளர்கள் : (1) ஆ.ஜோஸ்வன், அந்தோணியார் கோயில் தெரு, மனோஜிப்பட்டி, இராமநாதபுரம். (2) ஆ.அந்தோணியார் கோயில் தெரு, மனோஜிப்பட்டி, இராமநாதபுரம்.	[781, 377, 1129, 415]
